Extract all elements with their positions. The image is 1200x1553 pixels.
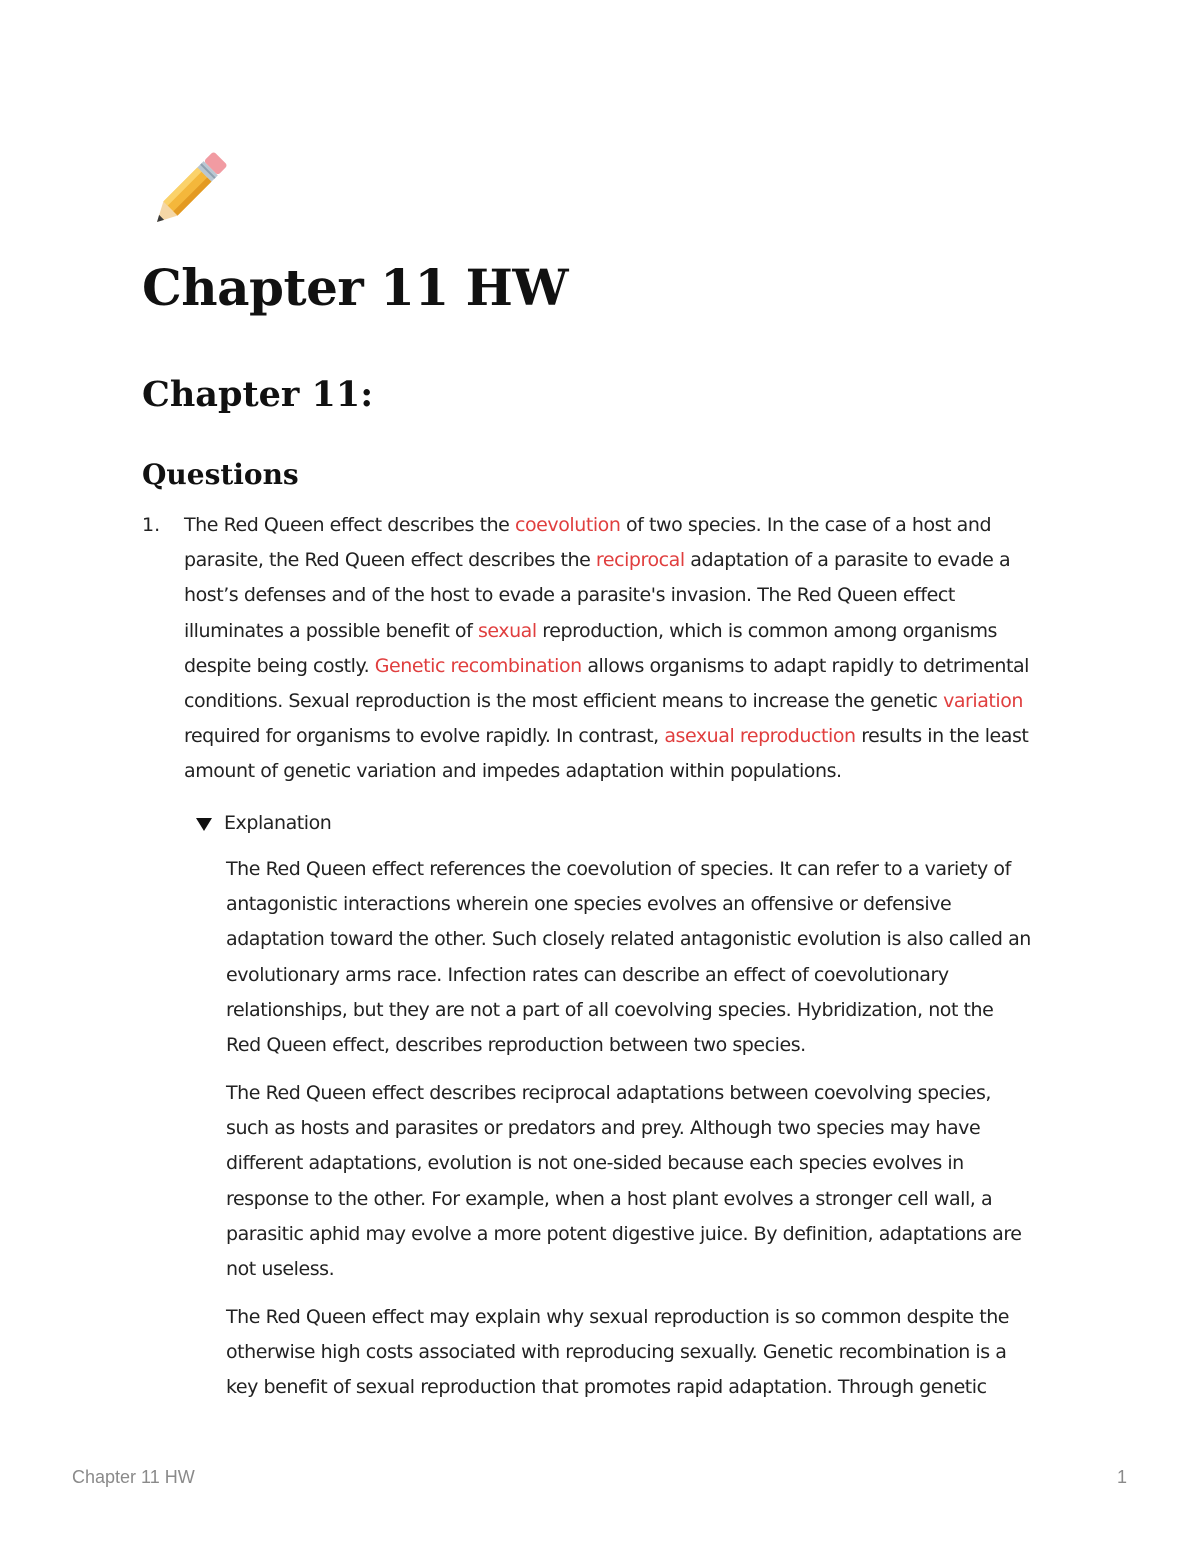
questions-heading: Questions xyxy=(142,458,299,491)
text-segment: required for organisms to evolve rapidly. In contrast, xyxy=(184,725,665,748)
text-segment: The Red Queen effect may explain why sexual reproduction is so common despite the xyxy=(226,1306,1010,1328)
text-line xyxy=(226,993,1031,1028)
text-segment: The Red Queen effect describes reciprocal adaptations between coevolving species, xyxy=(226,1082,991,1104)
highlighted-term: reciprocal xyxy=(595,549,685,572)
explanation-paragraph-2 xyxy=(226,1076,1022,1287)
page-title: Chapter 11 HW xyxy=(142,258,569,317)
text-segment: antagonistic interactions wherein one species evolves an offensive or defensive xyxy=(226,893,952,916)
highlighted-term: variation xyxy=(943,690,1024,713)
text-line xyxy=(226,1300,1009,1335)
text-line xyxy=(226,1111,1022,1146)
text-line xyxy=(226,1370,1009,1405)
text-segment: parasite, the Red Queen effect describes the xyxy=(184,549,596,572)
footer-title: Chapter 11 HW xyxy=(72,1467,195,1487)
page-number: 1 xyxy=(1117,1467,1128,1487)
text-line xyxy=(184,508,1029,543)
explanation-toggle[interactable] xyxy=(196,806,331,840)
text-segment: despite being costly. xyxy=(184,654,375,677)
text-segment: otherwise high costs associated with reproducing sexually. Genetic recombination is a xyxy=(226,1341,1007,1364)
text-line xyxy=(226,1146,1022,1181)
text-segment: evolutionary arms race. Infection rates can describe an effect of coevolutionary xyxy=(226,963,949,986)
text-segment: Red Queen effect, describes reproduction between two species. xyxy=(226,1034,806,1057)
text-line xyxy=(226,1076,1022,1111)
text-line xyxy=(226,1335,1009,1370)
text-line xyxy=(184,719,1029,754)
text-line xyxy=(226,1217,1022,1252)
explanation-toggle-label: Explanation xyxy=(224,812,332,834)
text-line xyxy=(184,543,1029,578)
text-segment: The Red Queen effect references the coevolution of species. It can refer to a variety of xyxy=(226,858,1011,880)
text-segment: allows organisms to adapt rapidly to detrimental xyxy=(581,654,1029,677)
text-line xyxy=(184,754,1029,789)
text-segment: host’s defenses and of the host to evade a parasite's invasion. The Red Queen effect xyxy=(184,584,955,607)
text-line xyxy=(226,1252,1022,1287)
explanation-paragraph-1 xyxy=(226,852,1031,1063)
list-number: 1. xyxy=(142,514,161,536)
text-line xyxy=(184,614,1029,649)
question-1-answer xyxy=(184,508,1029,790)
text-segment: key benefit of sexual reproduction that promotes rapid adaptation. Through genetic xyxy=(226,1376,987,1399)
explanation-paragraph-3 xyxy=(226,1300,1009,1406)
highlighted-term: coevolution xyxy=(515,514,621,536)
text-segment: different adaptations, evolution is not one-sided because each species evolves in xyxy=(226,1152,964,1175)
pencil-icon xyxy=(143,150,229,236)
text-segment: amount of genetic variation and impedes adaptation within populations. xyxy=(184,760,842,783)
chapter-heading: Chapter 11: xyxy=(142,374,374,415)
text-segment: reproduction, which is common among organisms xyxy=(536,619,997,642)
text-segment: such as hosts and parasites or predators and prey. Although two species may have xyxy=(226,1117,981,1140)
text-line xyxy=(226,852,1031,887)
highlighted-term: asexual reproduction xyxy=(664,725,856,748)
text-line xyxy=(184,649,1029,684)
text-segment: of two species. In the case of a host and xyxy=(620,514,992,536)
text-segment: results in the least xyxy=(855,725,1029,748)
text-segment: illuminates a possible benefit of xyxy=(184,619,478,642)
text-line xyxy=(226,1182,1022,1217)
text-line xyxy=(184,578,1029,613)
text-line xyxy=(226,887,1031,922)
text-line xyxy=(226,922,1031,957)
text-line xyxy=(184,684,1029,719)
text-segment: relationships, but they are not a part of all coevolving species. Hybridization, not the xyxy=(226,998,994,1021)
text-segment: The Red Queen effect describes the xyxy=(184,514,516,536)
highlighted-term: Genetic recombination xyxy=(374,654,582,677)
text-segment: adaptation of a parasite to evade a xyxy=(684,549,1011,572)
text-segment: not useless. xyxy=(226,1258,335,1281)
toggle-triangle-icon[interactable] xyxy=(196,818,212,831)
text-segment: response to the other. For example, when a host plant evolves a stronger cell wall, a xyxy=(226,1187,993,1210)
text-segment: parasitic aphid may evolve a more potent digestive juice. By definition, adaptations are xyxy=(226,1222,1022,1245)
text-line xyxy=(226,1028,1031,1063)
text-line xyxy=(226,958,1031,993)
text-segment: conditions. Sexual reproduction is the most efficient means to increase the genetic xyxy=(184,690,944,713)
highlighted-term: sexual xyxy=(477,619,537,642)
text-segment: adaptation toward the other. Such closely related antagonistic evolution is also called an xyxy=(226,928,1031,951)
